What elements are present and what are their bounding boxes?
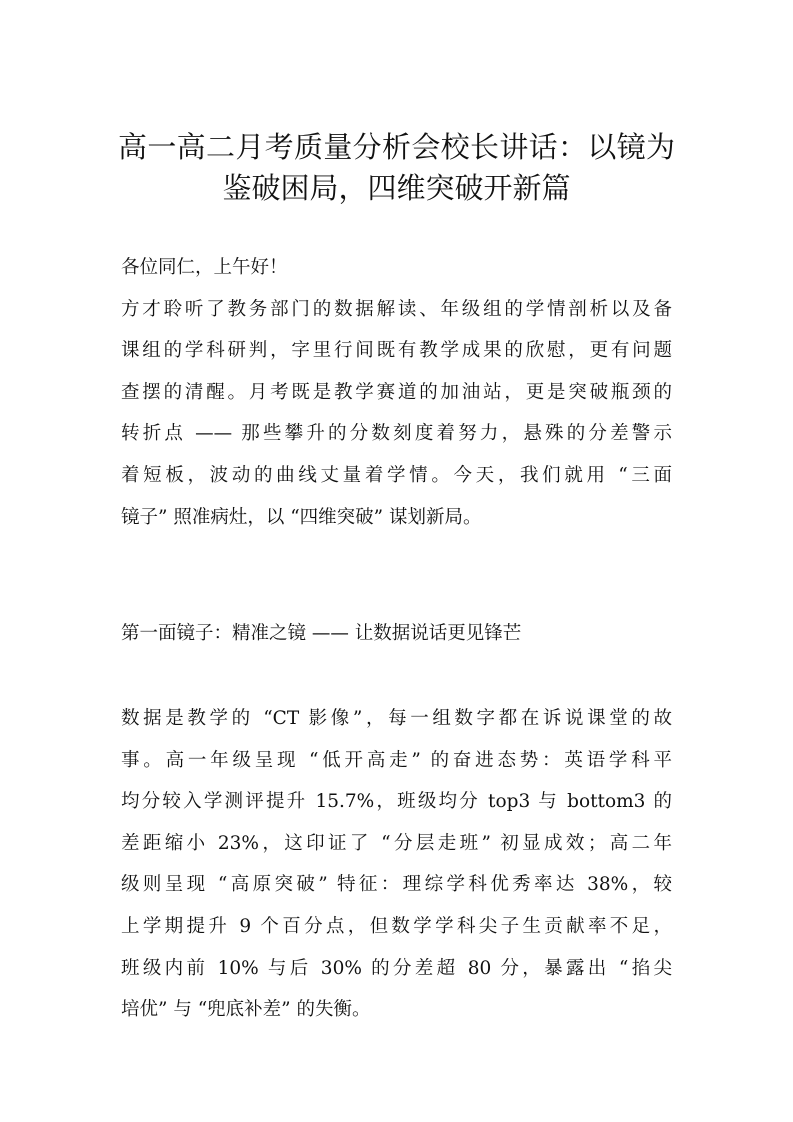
section1-paragraph — [121, 698, 672, 1031]
text-line: 级则呈现 “高原突破” 特征：理综学科优秀率达 38%，较 — [121, 874, 672, 896]
title-line: 鉴破困局，四维突破开新篇 — [222, 171, 571, 205]
text-line: 差距缩小 23%，这印证了 “分层走班” 初显成效；高二年 — [121, 832, 672, 854]
intro-section — [121, 247, 672, 538]
text-line: 着短板，波动的曲线丈量着学情。今天，我们就用 “三面 — [121, 464, 672, 486]
text-line: 事。高一年级呈现 “低开高走” 的奋进态势：英语学科平 — [121, 749, 672, 771]
text-line: 查摆的清醒。月考既是教学赛道的加油站，更是突破瓶颈的 — [121, 381, 672, 403]
intro-paragraph — [121, 289, 672, 539]
text-line: 培优” 与 “兜底补差” 的失衡。 — [121, 999, 371, 1021]
section-heading — [121, 613, 672, 655]
text-line: 上学期提升 9 个百分点，但数学学科尖子生贡献率不足， — [121, 915, 672, 937]
greeting: 各位同仁，上午好！ — [121, 257, 288, 278]
document-title — [118, 127, 675, 209]
section1-body — [121, 698, 672, 1031]
text-line: 转折点 —— 那些攀升的分数刻度着努力，悬殊的分差警示 — [121, 423, 672, 445]
text-line: 均分较入学测评提升 15.7%，班级均分 top3 与 bottom3 的 — [121, 791, 672, 813]
text-line: 课组的学科研判，字里行间既有教学成果的欣慰，更有问题 — [121, 340, 672, 362]
text-line: 班级内前 10% 与后 30% 的分差超 80 分，暴露出 “掐尖 — [121, 957, 672, 979]
text-line: 数据是教学的 “CT 影像”，每一组数字都在诉说课堂的故 — [121, 708, 672, 729]
text-line: 方才聆听了教务部门的数据解读、年级组的学情剖析以及备 — [121, 298, 672, 320]
text-line: 镜子” 照准病灶，以 “四维突破” 谋划新局。 — [121, 506, 482, 528]
title-line: 高一高二月考质量分析会校长讲话：以镜为 — [118, 130, 675, 164]
section1-heading: 第一面镜子：精准之镜 —— 让数据说话更见锋芒 — [121, 623, 522, 644]
